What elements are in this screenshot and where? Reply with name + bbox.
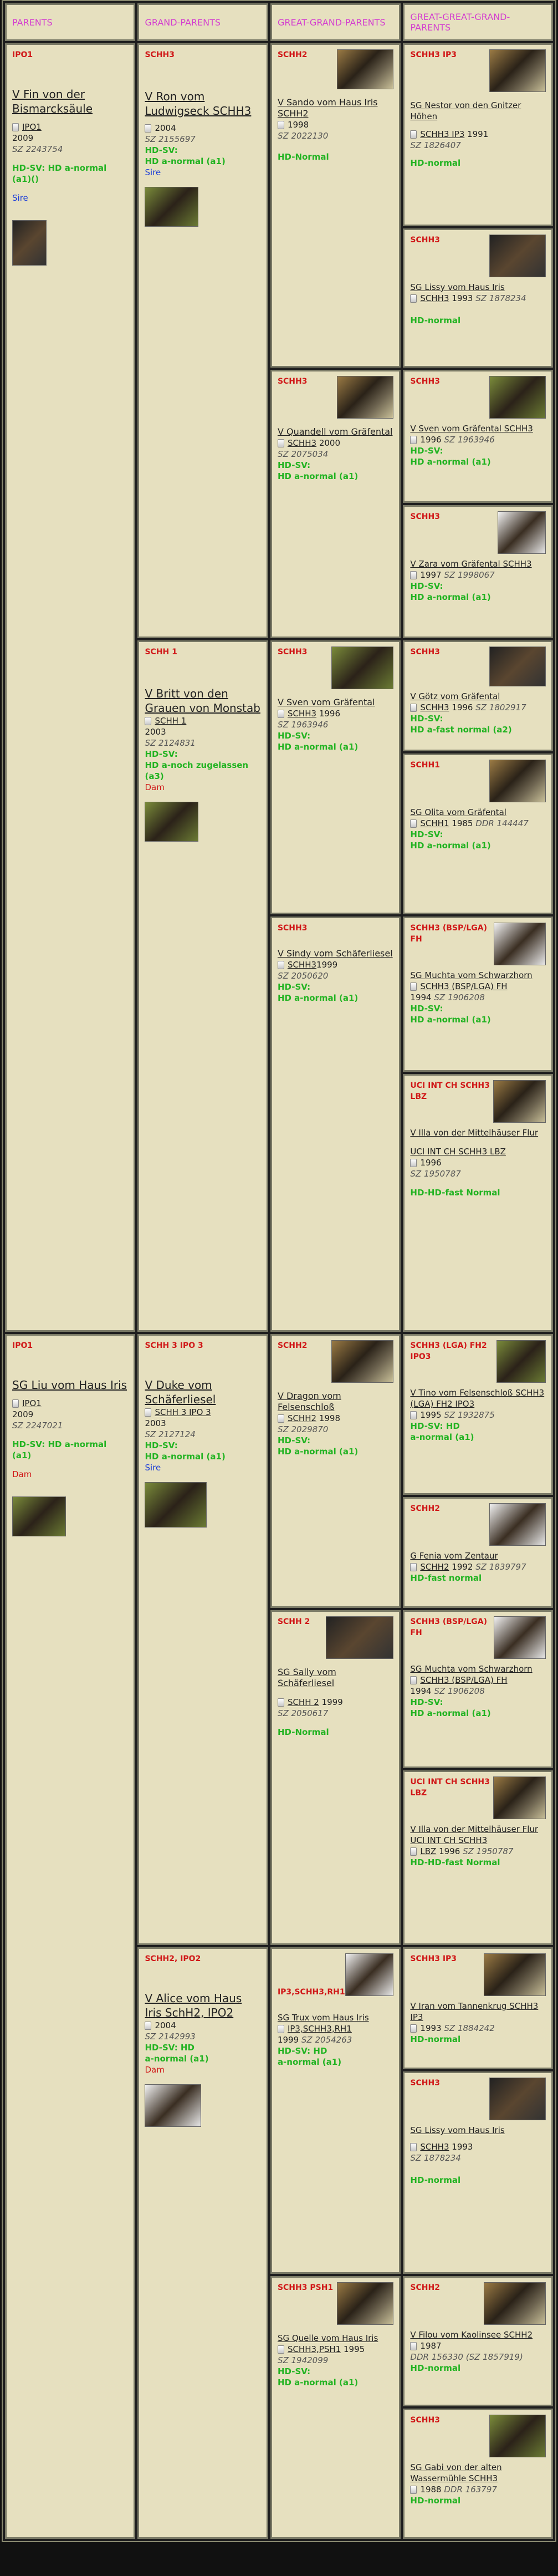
gp-3-photo[interactable]	[145, 1482, 207, 1528]
gggp-6-hd1: HD-SV:	[410, 829, 443, 839]
trophy-icon	[278, 710, 284, 718]
ggp-cell-4	[270, 917, 401, 1332]
ggp-3-sz: SZ 1963946	[277, 720, 329, 730]
gggp-10-titles-link[interactable]: SCHH2	[420, 1562, 449, 1572]
ggp-2-year: 2000	[319, 438, 341, 448]
trophy-icon	[410, 704, 417, 712]
gggp-12-name-link[interactable]: V Illa von der Mittelhäuser Flur UCI INT CH SCHH3	[410, 1824, 539, 1845]
gp-1-sex: Sire	[145, 167, 161, 177]
gggp-4-name-link[interactable]: V Zara vom Gräfental SCHH3	[410, 559, 532, 569]
trophy-icon	[410, 436, 417, 444]
sire-cell	[5, 43, 135, 1332]
gggp-7-hd2: HD a-normal (a1)	[410, 1015, 491, 1025]
ggp-3-titles-link[interactable]: SCHH3	[287, 709, 317, 719]
gggp-13-year: 1993	[420, 2023, 442, 2033]
gggp-2-sz: SZ 1878234	[475, 293, 526, 303]
trophy-icon	[278, 2025, 284, 2033]
gggp-8-name-link[interactable]: V Illa von der Mittelhäuser Flur	[410, 1128, 539, 1138]
gggp-6-titles-link[interactable]: SCHH1	[420, 818, 449, 828]
ggp-6-title: SCHH 2	[277, 1617, 310, 1626]
gggp-cell-2	[403, 228, 553, 368]
gggp-cell-15	[403, 2276, 553, 2406]
gggp-11-name-link[interactable]: SG Muchta vom Schwarzhorn	[410, 1664, 533, 1674]
ggp-3-photo[interactable]	[331, 646, 393, 689]
ggp-4-sz: SZ 2050620	[277, 971, 329, 981]
ggp-4-titles-link[interactable]: SCHH3	[287, 960, 317, 970]
header-grand-parents: GRAND-PARENTS	[137, 3, 268, 41]
trophy-icon	[410, 1847, 417, 1856]
gggp-6-name-link[interactable]: SG Olita vom Gräfental	[410, 807, 506, 817]
gggp-10-year: 1992	[452, 1562, 473, 1572]
gggp-15-sz: DDR 156330 (SZ 1857919)	[410, 2352, 523, 2362]
gggp-5-hd2: HD a-fast normal (a2)	[410, 725, 512, 735]
trophy-icon	[410, 130, 417, 139]
gggp-4-title: SCHH3	[410, 512, 440, 521]
gggp-9-hd1: HD-SV: HD	[410, 1421, 460, 1431]
gggp-15-hd: HD-normal	[410, 2363, 461, 2373]
ggp-6-titles-link[interactable]: SCHH 2	[287, 1697, 319, 1707]
gggp-cell-6	[403, 754, 553, 914]
gggp-2-photo[interactable]	[489, 235, 546, 277]
gggp-cell-8	[403, 1074, 553, 1332]
trophy-icon	[410, 2024, 417, 2033]
ggp-7-sz: SZ 2054263	[301, 2035, 352, 2045]
ggp-5-hd1: HD-SV:	[277, 1435, 311, 1445]
gp-4-sz: SZ 2142993	[145, 2032, 196, 2042]
gp-1-name-link[interactable]: V Ron vom Ludwigseck SCHH3	[145, 90, 252, 118]
gggp-14-hd: HD-normal	[410, 2175, 461, 2185]
gggp-12-photo[interactable]	[493, 1776, 546, 1819]
ggp-3-hd1: HD-SV:	[277, 731, 311, 741]
gggp-11-title: SCHH3 (BSP/LGA) FH	[410, 1617, 487, 1637]
gggp-5-year: 1996	[452, 702, 473, 712]
ggp-8-name-link[interactable]: SG Quelle vom Haus Iris	[277, 2333, 378, 2343]
gp-4-sex: Dam	[145, 2065, 165, 2075]
gggp-13-hd: HD-normal	[410, 2034, 461, 2044]
ggp-8-title: SCHH3 PSH1	[277, 2283, 334, 2292]
gggp-1-titles-link[interactable]: SCHH3 IP3	[420, 129, 465, 139]
gggp-5-sz: SZ 1802917	[475, 702, 526, 712]
gggp-3-sz: SZ 1963946	[444, 435, 495, 445]
gggp-11-sz: SZ 1906208	[434, 1686, 485, 1696]
gggp-16-hd: HD-normal	[410, 2496, 461, 2506]
ggp-6-year: 1999	[321, 1697, 343, 1707]
gggp-13-title: SCHH3 IP3	[410, 1954, 457, 1963]
ggp-cell-6	[270, 1610, 401, 1945]
sire-sz: SZ 2243754	[12, 144, 63, 154]
dam-title: IPO1	[12, 1341, 33, 1350]
gp-2-hd2: HD a-noch zugelassen (a3)	[145, 760, 249, 781]
gggp-2-title: SCHH3	[410, 235, 440, 245]
gggp-2-hd: HD-normal	[410, 315, 461, 325]
ggp-8-photo[interactable]	[337, 2282, 393, 2325]
gggp-8-sz: SZ 1950787	[410, 1169, 461, 1179]
gp-cell-4	[137, 1947, 268, 2539]
gggp-3-hd2: HD a-normal (a1)	[410, 457, 491, 467]
trophy-icon	[410, 2486, 417, 2494]
gggp-13-sz: SZ 1884242	[444, 2023, 495, 2033]
ggp-7-name-link[interactable]: SG Trux vom Haus Iris	[277, 2013, 369, 2023]
ggp-cell-7	[270, 1947, 401, 2274]
gggp-13-photo[interactable]	[484, 1953, 546, 1996]
trophy-icon	[145, 124, 151, 133]
gggp-9-sz: SZ 1932875	[444, 1410, 495, 1420]
gggp-4-photo[interactable]	[498, 511, 546, 554]
gggp-6-sz: DDR 144447	[475, 818, 529, 828]
gp-3-titles-link[interactable]: SCHH 3 IPO 3	[155, 1407, 211, 1417]
gggp-5-title: SCHH3	[410, 648, 440, 656]
ggp-8-sz: SZ 1942099	[277, 2355, 329, 2365]
gggp-8-titles-link[interactable]: UCI INT CH SCHH3 LBZ	[410, 1147, 506, 1157]
gp-4-name-link[interactable]: V Alice vom Haus Iris SchH2, IPO2	[145, 1992, 242, 2019]
gggp-1-photo[interactable]	[489, 49, 546, 92]
ggp-cell-5	[270, 1334, 401, 1608]
gp-2-titles-link[interactable]: SCHH 1	[155, 716, 187, 726]
gp-3-title: SCHH 3 IPO 3	[145, 1341, 203, 1350]
header-great-great-grand-parents: GREAT-GREAT-GRAND-PARENTS	[403, 3, 553, 41]
trophy-icon	[410, 1411, 417, 1419]
gggp-3-title: SCHH3	[410, 377, 440, 386]
trophy-icon	[410, 1159, 417, 1167]
ggp-1-name-link[interactable]: V Sando vom Haus Iris SCHH2	[277, 97, 378, 119]
ggp-2-hd1: HD-SV:	[277, 460, 311, 470]
gggp-1-title: SCHH3 IP3	[410, 50, 457, 59]
ggp-7-title: IP3,SCHH3,RH1	[277, 1988, 345, 1997]
ggp-8-hd1: HD-SV:	[277, 2366, 311, 2376]
trophy-icon	[278, 121, 284, 129]
ggp-5-titles-link[interactable]: SCHH2	[287, 1413, 317, 1423]
gggp-9-photo[interactable]	[496, 1340, 546, 1383]
gp-1-hd2: HD a-normal (a1)	[145, 156, 226, 166]
gp-4-hd1: HD-SV: HD	[145, 2043, 194, 2053]
gggp-14-title: SCHH3	[410, 2079, 440, 2088]
ggp-6-name-link[interactable]: SG Sally vom Schäferliesel	[277, 1667, 336, 1688]
ggp-5-photo[interactable]	[331, 1340, 393, 1383]
gggp-12-title: UCI INT CH SCHH3 LBZ	[410, 1778, 490, 1798]
gggp-cell-5	[403, 640, 553, 751]
ggp-cell-3	[270, 640, 401, 914]
trophy-icon	[278, 439, 284, 447]
ggp-2-sz: SZ 2075034	[277, 449, 329, 459]
ggp-5-hd2: HD a-normal (a1)	[277, 1447, 359, 1457]
gggp-cell-3	[403, 370, 553, 503]
gggp-4-year: 1997	[420, 570, 442, 580]
sire-title: IPO1	[12, 50, 33, 59]
ggp-4-title: SCHH3	[277, 924, 308, 933]
gggp-cell-10	[403, 1497, 553, 1608]
trophy-icon	[12, 123, 19, 131]
gggp-10-name-link[interactable]: G Fenia vom Zentaur	[410, 1551, 498, 1561]
gp-3-hd2: HD a-normal (a1)	[145, 1452, 226, 1462]
gp-cell-2	[137, 640, 268, 1332]
gggp-10-title: SCHH2	[410, 1504, 440, 1513]
gggp-15-name-link[interactable]: V Filou vom Kaolinsee SCHH2	[410, 2330, 533, 2340]
gggp-10-sz: SZ 1839797	[475, 1562, 526, 1572]
gp-cell-3	[137, 1334, 268, 1945]
ggp-1-hd: HD-Normal	[277, 152, 329, 162]
trophy-icon	[145, 717, 151, 725]
gp-2-photo[interactable]	[145, 802, 198, 842]
gggp-7-hd1: HD-SV:	[410, 1004, 443, 1014]
sire-sex: Sire	[12, 193, 28, 203]
gggp-3-name-link[interactable]: V Sven vom Gräfental SCHH3	[410, 424, 533, 434]
gggp-12-hd: HD-HD-fast Normal	[410, 1857, 500, 1867]
gggp-8-photo[interactable]	[493, 1080, 546, 1123]
gggp-cell-16	[403, 2409, 553, 2539]
gggp-9-title: SCHH3 (LGA) FH2 IPO3	[410, 1341, 487, 1361]
gggp-5-titles-link[interactable]: SCHH3	[420, 702, 449, 712]
ggp-2-titles-link[interactable]: SCHH3	[287, 438, 317, 448]
gggp-16-sz: DDR 163797	[444, 2485, 497, 2494]
sire-year: 2009	[12, 133, 34, 143]
gggp-3-photo[interactable]	[489, 376, 546, 419]
ggp-2-title: SCHH3	[277, 377, 308, 386]
gp-1-hd1: HD-SV:	[145, 145, 178, 155]
trophy-icon	[278, 961, 284, 969]
gggp-9-year: 1995	[420, 1410, 442, 1420]
ggp-3-year: 1996	[319, 709, 341, 719]
sire-hd: HD-SV: HD a-normal (a1)()	[12, 163, 107, 184]
gggp-16-name-link[interactable]: SG Gabi von der alten Wassermühle SCHH3	[410, 2462, 502, 2483]
pedigree-container	[2, 0, 556, 2542]
header-parents: PARENTS	[5, 3, 135, 41]
gggp-7-sz: SZ 1906208	[434, 992, 485, 1002]
gggp-cell-9	[403, 1334, 553, 1495]
ggp-8-hd2: HD a-normal (a1)	[277, 2378, 359, 2387]
trophy-icon	[278, 1414, 284, 1423]
ggp-2-hd2: HD a-normal (a1)	[277, 471, 359, 481]
gggp-16-title: SCHH3	[410, 2416, 440, 2425]
dam-hd: HD-SV: HD a-normal (a1)	[12, 1439, 107, 1460]
gggp-15-photo[interactable]	[484, 2282, 546, 2325]
gggp-9-name-link[interactable]: V Tino vom Felsenschloß SCHH3 (LGA) FH2 IPO3	[410, 1388, 545, 1409]
dam-year: 2009	[12, 1409, 34, 1419]
ggp-3-title: SCHH3	[277, 648, 308, 656]
trophy-icon	[278, 1698, 284, 1707]
gggp-1-hd: HD-normal	[410, 158, 461, 168]
gggp-7-titles-link[interactable]: SCHH3 (BSP/LGA) FH	[420, 981, 508, 991]
ggp-8-titles-link[interactable]: SCHH3,PSH1	[287, 2344, 341, 2354]
trophy-icon	[410, 1676, 417, 1684]
ggp-1-sz: SZ 2022130	[277, 131, 329, 141]
trophy-icon	[410, 982, 417, 991]
gggp-8-hd: HD-HD-fast Normal	[410, 1188, 500, 1198]
ggp-4-year: 1999	[316, 960, 338, 970]
pedigree-table	[3, 1, 555, 2541]
dam-sz: SZ 2247021	[12, 1421, 63, 1430]
ggp-cell-2	[270, 370, 401, 638]
gggp-cell-4	[403, 505, 553, 638]
gggp-10-photo[interactable]	[489, 1503, 546, 1546]
gggp-12-year: 1996	[439, 1846, 460, 1856]
gp-2-hd1: HD-SV:	[145, 749, 178, 759]
gggp-1-year: 1991	[467, 129, 489, 139]
ggp-1-photo[interactable]	[337, 49, 393, 89]
gggp-cell-11	[403, 1610, 553, 1768]
dam-titles-link[interactable]: IPO1	[22, 1398, 42, 1408]
gp-cell-1	[137, 43, 268, 638]
ggp-6-sz: SZ 2050617	[277, 1708, 329, 1718]
gp-3-sex: Sire	[145, 1463, 161, 1473]
ggp-cell-1	[270, 43, 401, 368]
ggp-1-year: 1998	[287, 120, 309, 130]
gggp-11-hd1: HD-SV:	[410, 1697, 443, 1707]
gp-1-year: 2004	[155, 123, 176, 133]
gggp-4-hd2: HD a-normal (a1)	[410, 592, 491, 602]
gggp-6-title: SCHH1	[410, 761, 440, 770]
gggp-12-sz: SZ 1950787	[463, 1846, 514, 1856]
gggp-7-title: SCHH3 (BSP/LGA) FH	[410, 924, 487, 944]
gggp-cell-13	[403, 1947, 553, 2069]
gggp-3-hd1: HD-SV:	[410, 446, 443, 456]
gp-2-year: 2003	[145, 727, 166, 737]
gggp-16-year: 1988	[420, 2485, 442, 2494]
gp-3-year: 2003	[145, 1418, 166, 1428]
gp-1-sz: SZ 2155697	[145, 134, 196, 144]
gggp-7-name-link[interactable]: SG Muchta vom Schwarzhorn	[410, 970, 533, 980]
sire-titles-link[interactable]: IPO1	[22, 122, 42, 132]
gggp-6-year: 1985	[452, 818, 473, 828]
gggp-4-sz: SZ 1998067	[444, 570, 495, 580]
trophy-icon	[410, 2342, 417, 2350]
gggp-6-photo[interactable]	[489, 760, 546, 802]
ggp-1-title: SCHH2	[277, 50, 308, 59]
ggp-4-hd1: HD-SV:	[277, 982, 311, 992]
gp-3-sz: SZ 2127124	[145, 1429, 196, 1439]
trophy-icon	[410, 819, 417, 828]
trophy-icon	[278, 2345, 284, 2354]
gggp-3-year: 1996	[420, 435, 442, 445]
trophy-icon	[410, 571, 417, 579]
ggp-4-name-link[interactable]: V Sindy vom Schäferliesel	[277, 948, 393, 959]
ggp-2-name-link[interactable]: V Quandell vom Gräfental	[277, 426, 393, 437]
sire-name-link[interactable]: V Fin von der Bismarcksäule	[12, 88, 93, 115]
gggp-5-hd1: HD-SV:	[410, 714, 443, 724]
ggp-cell-8	[270, 2276, 401, 2539]
trophy-icon	[145, 1408, 151, 1417]
trophy-icon	[12, 1399, 19, 1408]
ggp-2-photo[interactable]	[337, 376, 393, 419]
gggp-11-photo[interactable]	[494, 1616, 546, 1659]
ggp-7-year: 1999	[277, 2035, 299, 2045]
ggp-5-year: 1998	[319, 1413, 341, 1423]
gp-2-sex: Dam	[145, 782, 165, 792]
ggp-7-hd2: a-normal (a1)	[277, 2057, 342, 2067]
gp-4-title: SCHH2, IPO2	[145, 1954, 201, 1963]
gggp-16-photo[interactable]	[489, 2415, 546, 2457]
ggp-5-title: SCHH2	[277, 1341, 308, 1350]
gggp-14-titles-link[interactable]: SCHH3	[420, 2142, 449, 2152]
gggp-15-title: SCHH2	[410, 2283, 440, 2292]
dam-sex: Dam	[12, 1469, 32, 1479]
gggp-4-hd1: HD-SV:	[410, 581, 443, 591]
gggp-5-photo[interactable]	[489, 646, 546, 686]
gp-4-year: 2004	[155, 2020, 176, 2030]
trophy-icon	[410, 294, 417, 303]
gp-4-hd2: a-normal (a1)	[145, 2054, 209, 2064]
ggp-3-hd2: HD a-normal (a1)	[277, 742, 359, 752]
gp-4-photo[interactable]	[145, 2084, 201, 2127]
gp-3-hd1: HD-SV:	[145, 1440, 178, 1450]
gggp-7-photo[interactable]	[494, 923, 546, 965]
ggp-6-hd: HD-Normal	[277, 1727, 329, 1737]
ggp-7-photo[interactable]	[345, 1953, 394, 1996]
gp-3-name-link[interactable]: V Duke vom Schäferliesel	[145, 1378, 216, 1406]
gggp-5-name-link[interactable]: V Götz vom Gräfental	[410, 691, 500, 701]
gggp-8-title: UCI INT CH SCHH3 LBZ	[410, 1081, 490, 1101]
sire-photo[interactable]	[12, 220, 47, 266]
dam-cell	[5, 1334, 135, 2539]
dam-name-link[interactable]: SG Liu vom Haus Iris	[12, 1378, 127, 1392]
gggp-12-titles-link[interactable]: LBZ	[420, 1846, 437, 1856]
gggp-15-year: 1987	[420, 2341, 442, 2351]
ggp-7-titles-link[interactable]: IP3,SCHH3,RH1	[287, 2024, 352, 2034]
gggp-9-hd2: a-normal (a1)	[410, 1432, 474, 1442]
gp-1-photo[interactable]	[145, 187, 198, 227]
gggp-cell-1	[403, 43, 553, 226]
gp-1-title: SCHH3	[145, 50, 175, 59]
gggp-2-name-link[interactable]: SG Lissy vom Haus Iris	[410, 282, 505, 292]
trophy-icon	[145, 2022, 151, 2030]
dam-photo[interactable]	[12, 1496, 66, 1536]
gggp-14-sz: SZ 1878234	[410, 2153, 461, 2163]
gp-2-title: SCHH 1	[145, 648, 177, 656]
gggp-cell-7	[403, 917, 553, 1072]
trophy-icon	[410, 1563, 417, 1571]
ggp-5-sz: SZ 2029870	[277, 1424, 329, 1434]
gggp-1-sz: SZ 1826407	[410, 140, 461, 150]
gggp-2-titles-link[interactable]: SCHH3	[420, 293, 449, 303]
ggp-8-year: 1995	[343, 2344, 365, 2354]
gggp-2-year: 1993	[452, 293, 473, 303]
gggp-14-name-link[interactable]: SG Lissy vom Haus Iris	[410, 2125, 505, 2135]
header-row	[5, 3, 553, 41]
gggp-10-hd: HD-fast normal	[410, 1573, 482, 1583]
header-great-grand-parents: GREAT-GRAND-PARENTS	[270, 3, 401, 41]
gp-2-name-link[interactable]: V Britt von den Grauen von Monstab	[145, 687, 260, 715]
gggp-11-titles-link[interactable]: SCHH3 (BSP/LGA) FH	[420, 1675, 508, 1685]
gggp-cell-14	[403, 2071, 553, 2274]
gggp-11-hd2: HD a-normal (a1)	[410, 1708, 491, 1718]
gggp-11-year: 1994	[410, 1686, 432, 1696]
gggp-6-hd2: HD a-normal (a1)	[410, 841, 491, 851]
ggp-4-hd2: HD a-normal (a1)	[277, 993, 359, 1003]
trophy-icon	[410, 2143, 417, 2151]
gggp-7-year: 1994	[410, 992, 432, 1002]
gggp-cell-12	[403, 1770, 553, 1945]
ggp-6-photo[interactable]	[326, 1616, 393, 1659]
gggp-14-year: 1993	[452, 2142, 473, 2152]
gggp-14-photo[interactable]	[489, 2078, 546, 2120]
ggp-3-name-link[interactable]: V Sven vom Gräfental	[277, 697, 375, 707]
gggp-13-name-link[interactable]: V Iran vom Tannenkrug SCHH3 IP3	[410, 2001, 539, 2022]
gggp-8-year: 1996	[420, 1158, 442, 1168]
gp-2-sz: SZ 2124831	[145, 738, 196, 748]
ggp-7-hd1: HD-SV: HD	[277, 2046, 327, 2056]
gggp-1-name-link[interactable]: SG Nestor von den Gnitzer Höhen	[410, 100, 521, 121]
ggp-5-name-link[interactable]: V Dragon vom Felsenschloß	[277, 1391, 341, 1412]
